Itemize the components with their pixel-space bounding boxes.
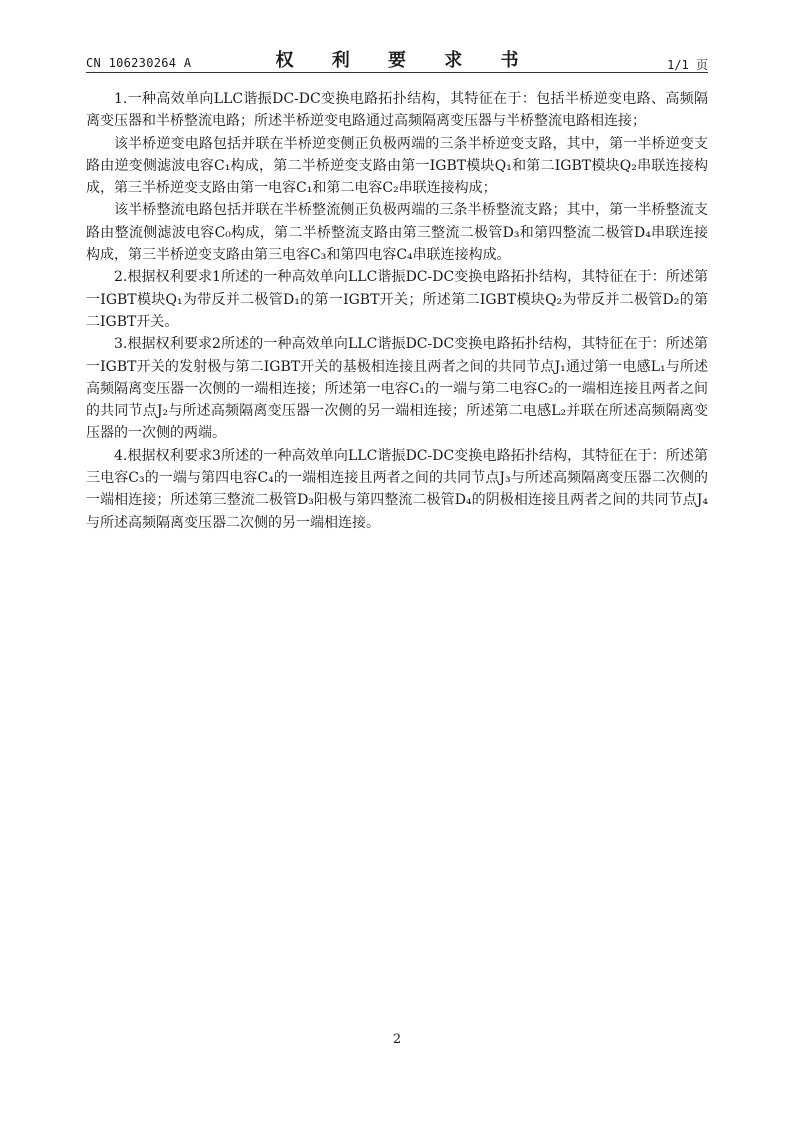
claim-2-paragraph: 2.根据权利要求1所述的一种高效单向LLC谐振DC-DC变换电路拓扑结构，其特征在于：所述第一IGBT模块Q₁为带反并二极管D₁的第一IGBT开关；所述第二IGBT模块Q₂为带反并二极管D₂的第二IGBT开关。 [86, 269, 708, 330]
document-title: 权 利 要 求 书 [275, 50, 535, 71]
claim-4-paragraph: 4.根据权利要求3所述的一种高效单向LLC谐振DC-DC变换电路拓扑结构，其特征在于：所述第三电容C₃的一端与第四电容C₄的一端相连接且两者之间的共同节点J₃与所述高频隔离变压器二次侧的一端相连接；所述第三整流二极管D₃阳极与第四整流二极管D₄的阴极相连接且两者之间的共同节点J₄与所述高频隔离变压器二次侧的另一端相连接。 [86, 447, 708, 531]
publication-number: CN 106230264 A [86, 56, 192, 70]
page-number: 2 [392, 1032, 402, 1047]
claim-1-rectifier-paragraph: 该半桥整流电路包括并联在半桥整流侧正负极两端的三条半桥整流支路；其中，第一半桥整流支路由整流侧滤波电容C₀构成，第二半桥整流支路由第三整流二极管D₃和第四整流二极管D₄串联连接构成，第三半桥逆变支路由第三电容C₃和第四电容C₄串联连接构成。 [86, 202, 708, 264]
claim-1-paragraph: 1.一种高效单向LLC谐振DC-DC变换电路拓扑结构，其特征在于：包括半桥逆变电路、高频隔离变压器和半桥整流电路；所述半桥逆变电路通过高频隔离变压器与半桥整流电路相连接； [86, 91, 708, 130]
page-header [86, 44, 708, 73]
claim-1-inverter-paragraph: 该半桥逆变电路包括并联在半桥逆变侧正负极两端的三条半桥逆变支路，其中，第一半桥逆变支路由逆变侧滤波电容C₁构成，第二半桥逆变支路由第一IGBT模块Q₁和第二IGBT模块Q₂串联连接构成，第三半桥逆变支路由第一电容C₁和第二电容C₂串联连接构成； [86, 135, 708, 197]
claim-3-paragraph: 3.根据权利要求2所述的一种高效单向LLC谐振DC-DC变换电路拓扑结构，其特征在于：所述第一IGBT开关的发射极与第二IGBT开关的基极相连接且两者之间的共同节点J₁通过第一电感L₁与所述高频隔离变压器一次侧的一端相连接；所述第一电容C₁的一端与第二电容C₂的一端相连接且两者之间的共同节点J₂与所述高频隔离变压器一次侧的另一端相连接；所述第二电感L₂并联在所述高频隔离变压器的一次侧的两端。 [86, 336, 708, 442]
page-indicator: 1/1 页 [667, 58, 708, 72]
claims-body [86, 88, 708, 534]
